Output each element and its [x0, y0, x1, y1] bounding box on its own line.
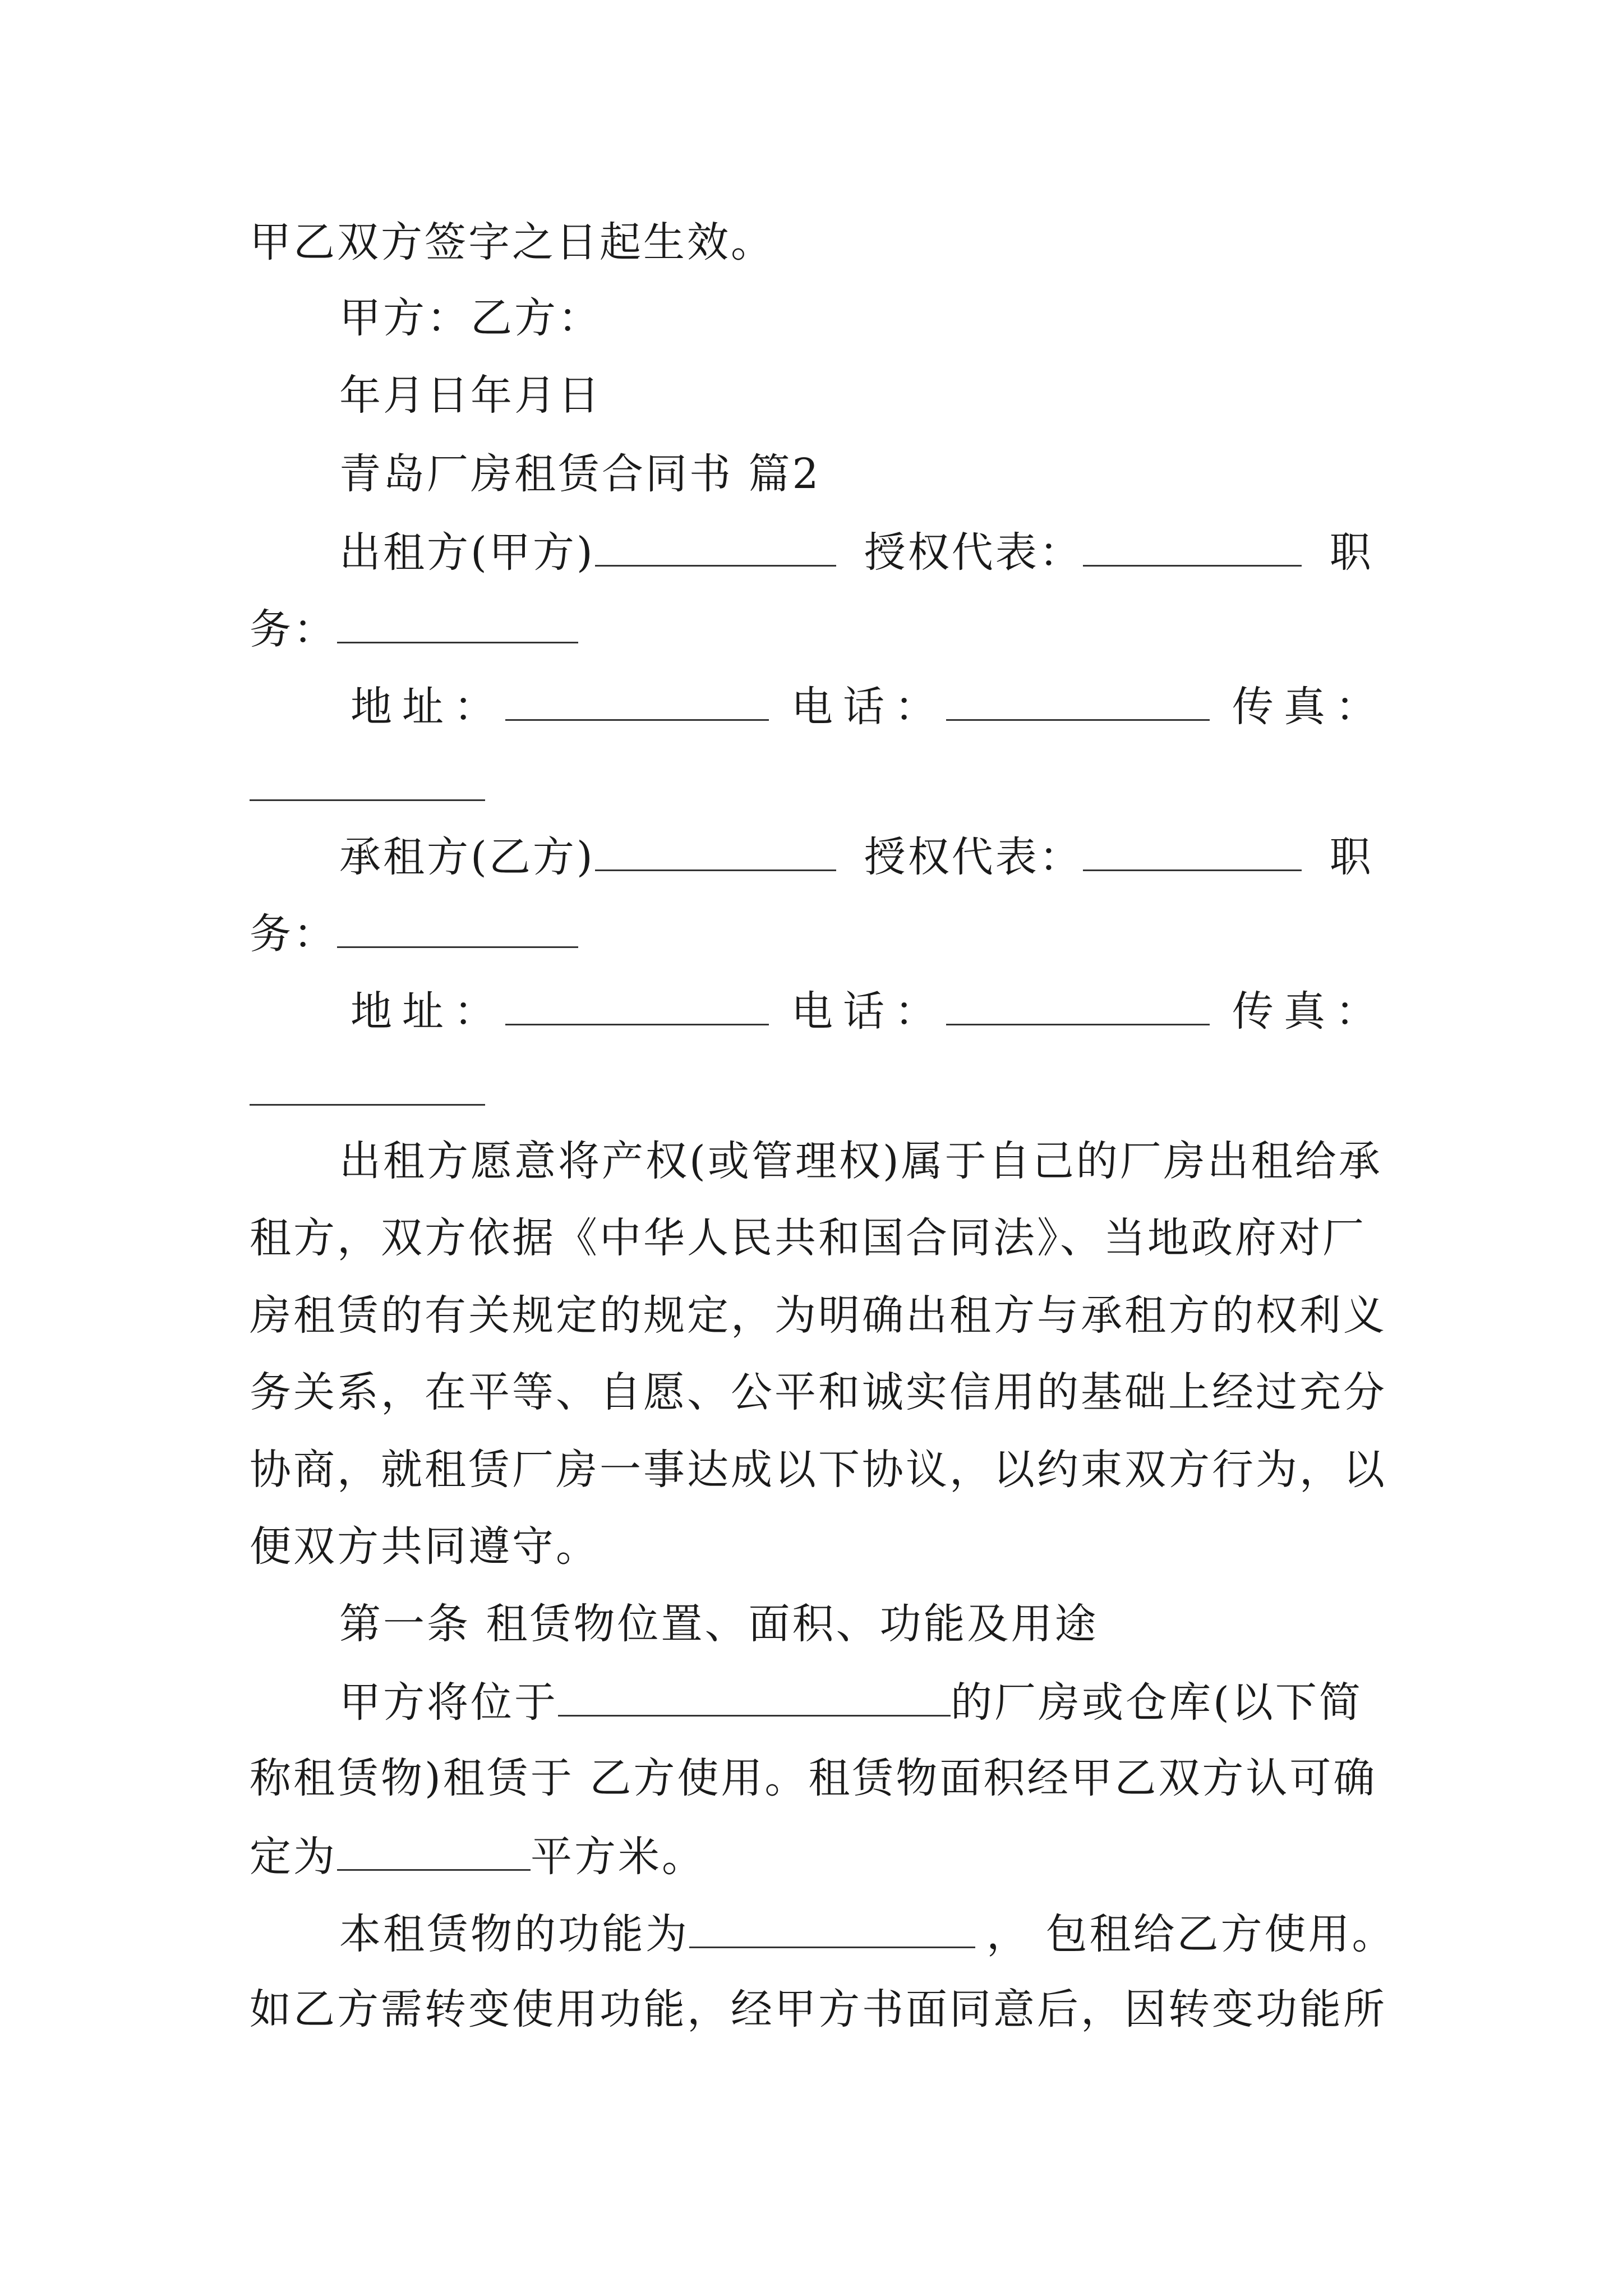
fax-blank	[250, 799, 485, 801]
signature-dates-line	[339, 371, 602, 420]
paragraph-line	[250, 1214, 1366, 1262]
address-label: 地址：	[351, 987, 505, 1036]
line-text: 的厂房或仓库(以下简	[951, 1678, 1363, 1727]
phone-blank	[946, 684, 1210, 721]
address-blank	[505, 684, 769, 721]
fax-label: 传真：	[1232, 987, 1387, 1036]
lessee-contact-line	[351, 987, 1387, 1036]
position-label-part2: 务：	[250, 605, 337, 654]
lessee-line	[339, 833, 1373, 881]
line-text: 务关系，在平等、自愿、公平和诚实信用的基础上经过充分	[250, 1368, 1387, 1416]
article-line	[250, 1833, 706, 1881]
article-line	[250, 1754, 1377, 1802]
line-text: 房租赁的有关规定的规定，为明确出租方与承租方的权利义	[250, 1291, 1387, 1340]
article-heading	[339, 1600, 1099, 1648]
line-text: 便双方共同遵守。	[250, 1522, 600, 1571]
position-label-part1: 职	[1329, 528, 1373, 577]
line-text: 甲乙双方签字之日起生效。	[250, 218, 774, 266]
line-text: ， 包租给乙方使用。	[986, 1910, 1396, 1958]
lessee-name-blank	[595, 835, 836, 871]
line-text: 称租赁物)租赁于 乙方使用。租赁物面积经甲乙双方认可确	[250, 1754, 1377, 1802]
article-line	[339, 1678, 1363, 1727]
function-blank	[689, 1912, 975, 1948]
signature-parties-line	[339, 294, 602, 342]
line-text: 甲方：乙方：	[339, 294, 602, 342]
authorized-rep-blank	[1083, 530, 1302, 567]
phone-blank	[946, 989, 1210, 1025]
article-line	[250, 1985, 1387, 2033]
article-line	[339, 1910, 1396, 1958]
line-text: 协商，就租赁厂房一事达成以下协议，以约束双方行为，以	[250, 1446, 1387, 1494]
address-label: 地址：	[351, 683, 505, 731]
address-blank	[505, 989, 769, 1025]
area-blank	[337, 1834, 531, 1871]
article-heading-text: 第一条 租赁物位置、面积、功能及用途	[339, 1600, 1099, 1648]
authorized-rep-label: 授权代表：	[864, 528, 1083, 577]
line-text: 出租方愿意将产权(或管理权)属于自己的厂房出租给承	[339, 1137, 1382, 1185]
paragraph-line	[339, 1137, 1382, 1185]
section-title-text: 青岛厂房租赁合同书 篇2	[339, 450, 821, 498]
phone-label: 电话：	[791, 683, 946, 731]
line-text: 年月日年月日	[339, 371, 602, 420]
lessor-label: 出租方(甲方)	[339, 528, 595, 577]
line-text: 定为	[250, 1833, 337, 1881]
location-blank	[558, 1680, 951, 1717]
line-text: 如乙方需转变使用功能，经甲方书面同意后，因转变功能所	[250, 1985, 1387, 2033]
phone-label: 电话：	[791, 987, 946, 1036]
position-label-part1: 职	[1329, 833, 1373, 881]
paragraph-line	[250, 1522, 600, 1571]
text-line	[250, 218, 774, 266]
fax-blank	[250, 1104, 485, 1106]
lessee-position-line	[250, 910, 578, 958]
paragraph-line	[250, 1368, 1387, 1416]
fax-label: 传真：	[1232, 683, 1387, 731]
lessor-name-blank	[595, 530, 836, 567]
authorized-rep-blank	[1083, 835, 1302, 871]
position-blank	[337, 607, 578, 643]
position-blank	[337, 912, 578, 948]
authorized-rep-label: 授权代表：	[864, 833, 1083, 881]
line-text: 甲方将位于	[339, 1678, 558, 1727]
line-text: 平方米。	[531, 1833, 706, 1881]
section-title	[339, 450, 821, 498]
paragraph-line	[250, 1446, 1387, 1494]
lessor-position-line	[250, 605, 578, 654]
line-text: 租方，双方依据《中华人民共和国合同法》、当地政府对厂	[250, 1214, 1366, 1262]
lessor-contact-line	[351, 683, 1387, 731]
position-label-part2: 务：	[250, 910, 337, 958]
line-text: 本租赁物的功能为	[339, 1910, 689, 1958]
lessee-label: 承租方(乙方)	[339, 833, 595, 881]
lessor-line	[339, 528, 1373, 577]
paragraph-line	[250, 1291, 1387, 1340]
